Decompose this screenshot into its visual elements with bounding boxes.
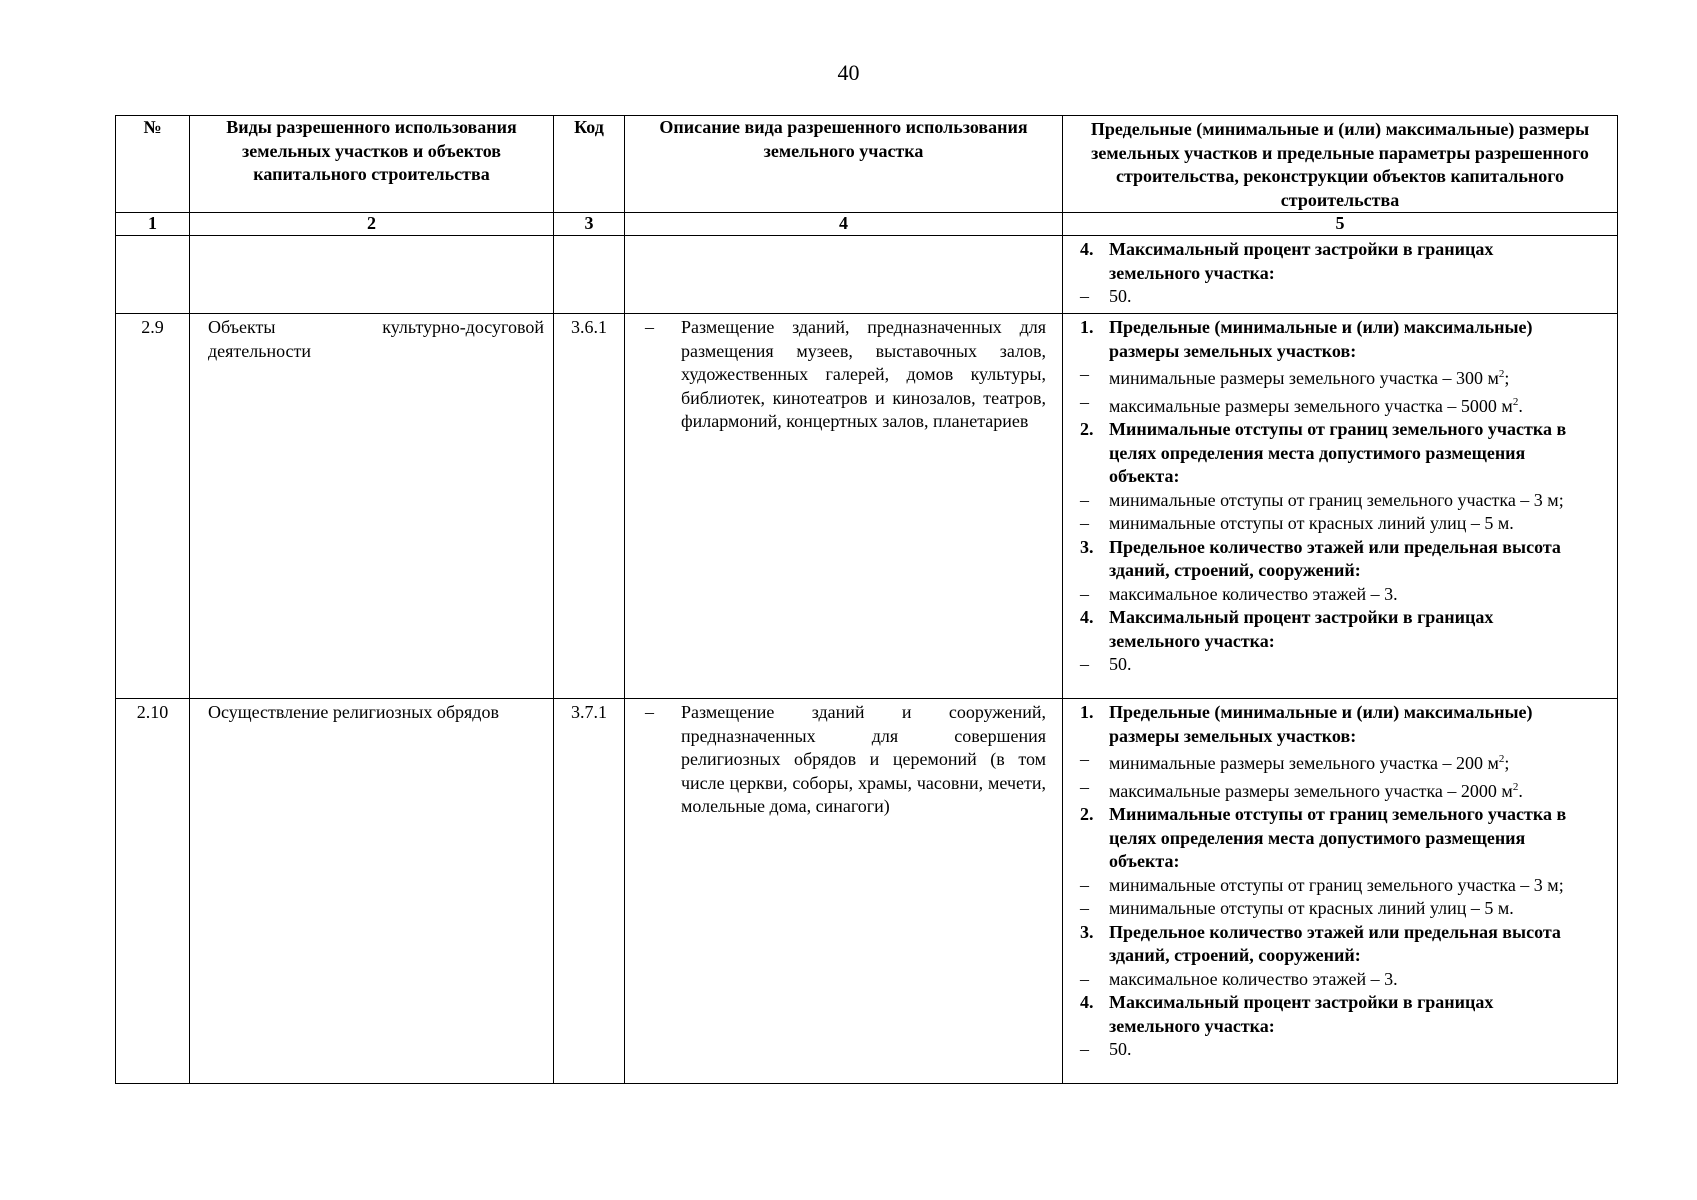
- cell-parameters: [1063, 699, 1618, 1084]
- parameter-text-main: минимальные размеры земельного участка – 200 м: [1109, 753, 1499, 773]
- column-number: 2: [190, 213, 554, 236]
- list-marker: 4.: [1080, 239, 1094, 259]
- superscript: 2: [1512, 395, 1519, 408]
- parameter-text: [1109, 489, 1587, 513]
- land-use-table: [115, 115, 1618, 1084]
- parameter-text-main: минимальные отступы от красных линий улиц – 5 м.: [1109, 898, 1514, 918]
- table-row: [116, 314, 1618, 699]
- list-marker: 3.: [1080, 536, 1094, 557]
- punctuation: .: [1518, 395, 1523, 416]
- cell-description: [625, 699, 1063, 1084]
- list-marker: 4.: [1080, 992, 1094, 1012]
- parameter-text: [1109, 653, 1587, 677]
- parameter-heading: [1080, 701, 1587, 748]
- list-marker: 4.: [1080, 607, 1094, 627]
- superscript: 2: [1498, 368, 1505, 380]
- parameter-text: [1109, 606, 1587, 653]
- page-number: 40: [837, 60, 860, 85]
- parameter-text-main: максимальные размеры земельного участка – 5000 м: [1109, 395, 1513, 416]
- list-marker: –: [1080, 513, 1089, 533]
- cell-number: [116, 236, 190, 314]
- parameter-item: [1080, 897, 1587, 921]
- parameter-text: [1109, 285, 1587, 309]
- parameter-text: [1109, 536, 1587, 583]
- cell-description: [625, 314, 1063, 699]
- parameter-text-main: 50.: [1109, 654, 1132, 674]
- list-marker: –: [1080, 1039, 1089, 1059]
- list-marker: 1.: [1080, 317, 1094, 337]
- cell-code: [554, 236, 625, 314]
- column-number: 4: [625, 213, 1063, 236]
- column-number: 5: [1063, 213, 1618, 236]
- list-marker: –: [1080, 583, 1089, 604]
- parameter-text: [1109, 991, 1587, 1038]
- punctuation: ;: [1504, 753, 1510, 773]
- parameter-text: [1109, 897, 1587, 921]
- cell-description: [625, 236, 1063, 314]
- parameter-text-main: Максимальный процент застройки в границах земельного участка:: [1109, 992, 1494, 1036]
- header-parameters: Предельные (минимальные и (или) максимальные) размеры земельных участков и предельные параметры разрешенного строительства, реконструкции объектов капитального строительства: [1063, 116, 1618, 213]
- dash-marker: –: [645, 317, 654, 337]
- description-text: Размещение зданий и сооружений, предназначенных для совершения религиозных обрядов и церемоний (в том числе церкви, соборы, храмы, часовни, мечети, молельные дома, синагоги): [681, 702, 1046, 816]
- parameter-text-main: максимальное количество этажей – 3.: [1109, 583, 1398, 604]
- punctuation: ;: [1504, 368, 1510, 388]
- parameter-item: [1080, 968, 1587, 992]
- list-marker: –: [1080, 898, 1089, 918]
- punctuation: .: [1518, 780, 1523, 801]
- header-row: [116, 116, 1618, 213]
- parameter-item: [1080, 874, 1587, 898]
- list-marker: 3.: [1080, 921, 1094, 942]
- header-description: Описание вида разрешенного использования земельного участка: [625, 116, 1063, 213]
- list-marker: 1.: [1080, 702, 1094, 722]
- table-row: [116, 699, 1618, 1084]
- parameter-heading: [1080, 418, 1587, 489]
- parameter-item: [1080, 653, 1587, 677]
- parameter-text: [1109, 921, 1587, 968]
- parameter-text-main: минимальные размеры земельного участка – 300 м: [1109, 368, 1499, 388]
- parameter-text: [1109, 418, 1587, 489]
- parameter-text: [1109, 316, 1587, 363]
- superscript: 2: [1498, 753, 1505, 765]
- parameter-text: [1109, 701, 1587, 748]
- parameter-heading: [1080, 536, 1587, 583]
- header-number: №: [116, 116, 190, 213]
- parameter-text-main: минимальные отступы от границ земельного участка – 3 м;: [1109, 874, 1564, 895]
- description-text: Размещение зданий, предназначенных для размещения музеев, выставочных залов, художественных галерей, домов культуры, библиотек, кинотеатров и кинозалов, театров, филармоний, концертных залов, планетариев: [681, 317, 1046, 431]
- parameter-item: [1080, 512, 1587, 536]
- cell-code: 3.6.1: [554, 314, 625, 699]
- parameter-item: [1080, 391, 1587, 419]
- parameter-item: [1080, 1038, 1587, 1062]
- list-marker: –: [1080, 749, 1089, 769]
- cell-use-type: Осуществление религиозных обрядов: [190, 699, 554, 1084]
- list-marker: –: [1080, 874, 1089, 895]
- dash-marker: –: [645, 702, 654, 722]
- parameter-text: [1109, 363, 1587, 391]
- parameter-text-main: максимальное количество этажей – 3.: [1109, 968, 1398, 989]
- parameter-heading: [1080, 238, 1587, 285]
- list-marker: –: [1080, 364, 1089, 384]
- list-marker: –: [1080, 391, 1089, 412]
- parameter-item: [1080, 285, 1587, 309]
- parameter-text-main: Минимальные отступы от границ земельного участка в целях определения места допустимого размещения объекта:: [1109, 804, 1567, 871]
- parameter-item: [1080, 489, 1587, 513]
- parameter-text-main: Предельное количество этажей или предельная высота зданий, строений, сооружений:: [1109, 921, 1561, 965]
- parameter-text: [1109, 748, 1587, 776]
- parameter-item: [1080, 583, 1587, 607]
- cell-parameters: [1063, 236, 1618, 314]
- parameter-text-main: Предельные (минимальные и (или) максимальные) размеры земельных участков:: [1109, 702, 1533, 746]
- list-marker: –: [1080, 286, 1089, 306]
- parameter-text: [1109, 238, 1587, 285]
- list-marker: –: [1080, 489, 1089, 510]
- parameter-text-main: Предельные (минимальные и (или) максимальные) размеры земельных участков:: [1109, 317, 1533, 361]
- cell-number: 2.10: [116, 699, 190, 1084]
- parameter-text-main: минимальные отступы от красных линий улиц – 5 м.: [1109, 513, 1514, 533]
- parameter-heading: [1080, 316, 1587, 363]
- cell-code: 3.7.1: [554, 699, 625, 1084]
- list-marker: –: [1080, 776, 1089, 797]
- parameter-text-main: 50.: [1109, 286, 1132, 306]
- parameter-text: [1109, 1038, 1587, 1062]
- list-marker: –: [1080, 654, 1089, 674]
- parameter-heading: [1080, 921, 1587, 968]
- header-code: Код: [554, 116, 625, 213]
- parameter-heading: [1080, 991, 1587, 1038]
- parameter-heading: [1080, 606, 1587, 653]
- parameter-text-main: Минимальные отступы от границ земельного участка в целях определения места допустимого размещения объекта:: [1109, 419, 1567, 486]
- parameter-text: [1109, 874, 1587, 898]
- parameter-text-main: максимальные размеры земельного участка – 2000 м: [1109, 780, 1513, 801]
- parameter-item: [1080, 776, 1587, 804]
- parameter-text-main: Максимальный процент застройки в границах земельного участка:: [1109, 239, 1494, 283]
- column-number-row: [116, 213, 1618, 236]
- cell-number: 2.9: [116, 314, 190, 699]
- parameter-item: [1080, 748, 1587, 776]
- header-use-types: Виды разрешенного использования земельных участков и объектов капитального строительства: [190, 116, 554, 213]
- parameter-text: [1109, 803, 1587, 874]
- parameter-text-main: минимальные отступы от границ земельного участка – 3 м;: [1109, 489, 1564, 510]
- superscript: 2: [1512, 780, 1519, 793]
- parameter-text-main: 50.: [1109, 1039, 1132, 1059]
- parameter-text: [1109, 512, 1587, 536]
- parameter-text-main: Максимальный процент застройки в границах земельного участка:: [1109, 607, 1494, 651]
- parameter-text-main: Предельное количество этажей или предельная высота зданий, строений, сооружений:: [1109, 536, 1561, 580]
- parameter-item: [1080, 363, 1587, 391]
- parameter-text: [1109, 776, 1587, 804]
- list-marker: –: [1080, 968, 1089, 989]
- parameter-text: [1109, 968, 1587, 992]
- table-row-continued: [116, 236, 1618, 314]
- parameter-text: [1109, 583, 1587, 607]
- list-marker: 2.: [1080, 804, 1094, 824]
- column-number: 3: [554, 213, 625, 236]
- parameter-text: [1109, 391, 1587, 419]
- cell-use-type: Объекты культурно-досуговой деятельности: [190, 314, 554, 699]
- list-marker: 2.: [1080, 419, 1094, 439]
- column-number: 1: [116, 213, 190, 236]
- cell-use-type: [190, 236, 554, 314]
- cell-parameters: [1063, 314, 1618, 699]
- parameter-heading: [1080, 803, 1587, 874]
